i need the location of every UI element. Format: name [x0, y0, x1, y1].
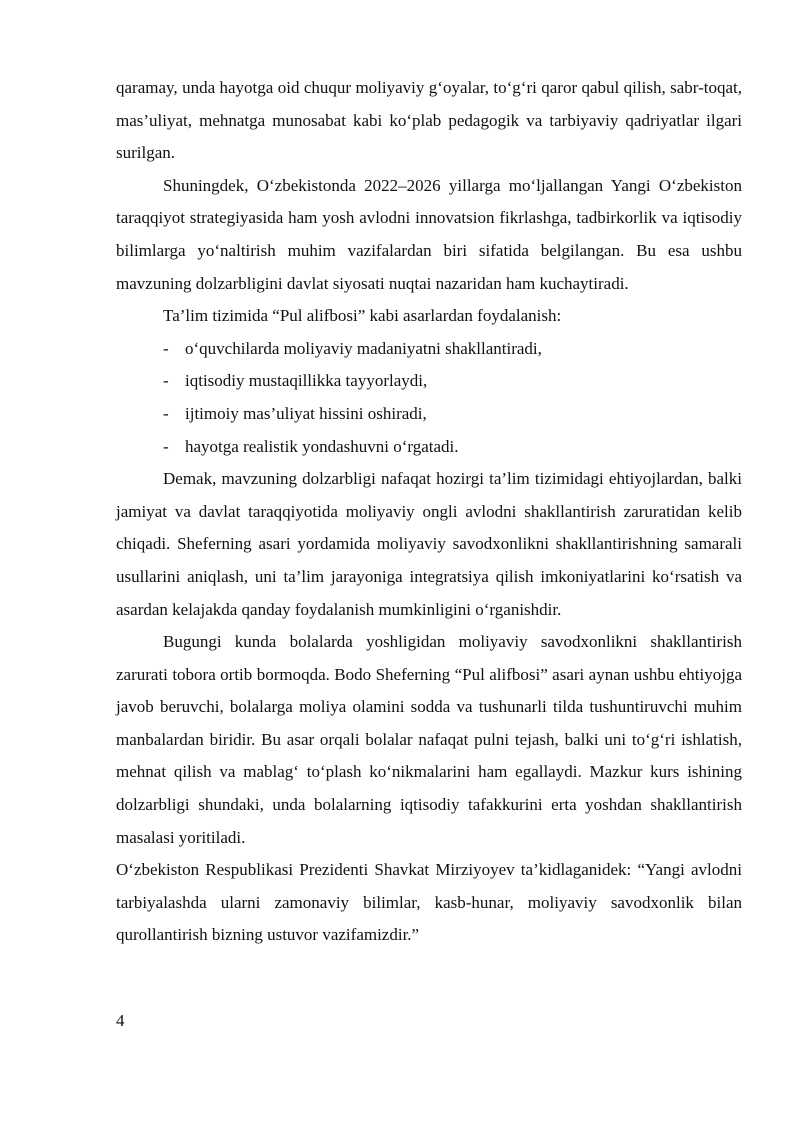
list-item-text: hayotga realistik yondashuvni o‘rgatadi.: [185, 436, 459, 456]
list-dash: -: [163, 338, 169, 358]
list-item: [116, 398, 742, 431]
list-item-text: ijtimoiy mas’uliyat hissini oshiradi,: [185, 403, 427, 423]
list-item: [116, 365, 742, 398]
list-dash: -: [163, 403, 169, 423]
benefits-list: [116, 333, 742, 463]
paragraph-president-quote: O‘zbekiston Respublikasi Prezidenti Shavkat Mirziyoyev ta’kidlaganidek: “Yangi avlodni tarbiyalashda ularni zamonaviy bilimlar, kasb-hunar, moliyaviy savodxonlik bilan qurollantirish bizning ustuvor vazifamizdir.”: [116, 860, 742, 945]
paragraph-strategy: Shuningdek, O‘zbekistonda 2022–2026 yillarga mo‘ljallangan Yangi O‘zbekiston taraqqiyot strategiyasida ham yosh avlodni innovatsion fikrlashga, tadbirkorlik va iqtisodiy bilimlarga yo‘naltirish muhim vazifalardan biri sifatida belgilangan. Bu esa ushbu mavzuning dolzarbligini davlat siyosati nuqtai nazaridan ham kuchaytiradi.: [116, 175, 742, 293]
list-item-text: iqtisodiy mustaqillikka tayyorlaydi,: [185, 371, 428, 391]
list-item: [116, 431, 742, 464]
paragraph-continuation: qaramay, unda hayotga oid chuqur moliyaviy g‘oyalar, to‘g‘ri qaror qabul qilish, sabr-toqat, mas’uliyat, mehnatga munosabat kabi ko‘plab pedagogik va tarbiyaviy qadriyatlar ilgari surilgan.: [116, 78, 742, 163]
list-item: [116, 333, 742, 366]
page-number: 4: [116, 1011, 125, 1030]
document-page: [116, 72, 742, 952]
paragraph-today: Bugungi kunda bolalarda yoshligidan moliyaviy savodxonlikni shakllantirish zarurati tobora ortib bormoqda. Bodo Sheferning “Pul alifbosi” asari aynan ushbu ehtiyojga javob beruvchi, bolalarga moliya olamini sodda va tushunarli tilda tushuntiruvchi muhim manbalardan biridir. Bu asar orqali bolalar nafaqat pulni tejash, balki uni to‘g‘ri ishlatish, mehnat qilish va mablag‘ to‘plash ko‘nikmalarini ham egallaydi. Mazkur kurs ishining dolzarbligi shundaki, unda bolalarning iqtisodiy tafakkurini erta yoshdan shakllantirish masalasi yoritiladi.: [116, 632, 742, 847]
list-item-text: o‘quvchilarda moliyaviy madaniyatni shakllantiradi,: [185, 338, 542, 358]
paragraph-relevance: Demak, mavzuning dolzarbligi nafaqat hozirgi ta’lim tizimidagi ehtiyojlardan, balki jamiyat va davlat taraqqiyotida moliyaviy ongli avlodni shakllantirish zaruratidan kelib chiqadi. Sheferning asari yordamida moliyaviy savodxonlikni shakllantirishning samarali usullarini aniqlash, uni ta’lim jarayoniga integratsiya qilish imkoniyatlarini ko‘rsatish va asardan kelajakda qanday foydalanish mumkinligini o‘rganishdir.: [116, 469, 742, 619]
list-dash: -: [163, 436, 169, 456]
list-dash: -: [163, 371, 169, 391]
paragraph-list-intro: Ta’lim tizimida “Pul alifbosi” kabi asarlardan foydalanish:: [163, 306, 562, 326]
